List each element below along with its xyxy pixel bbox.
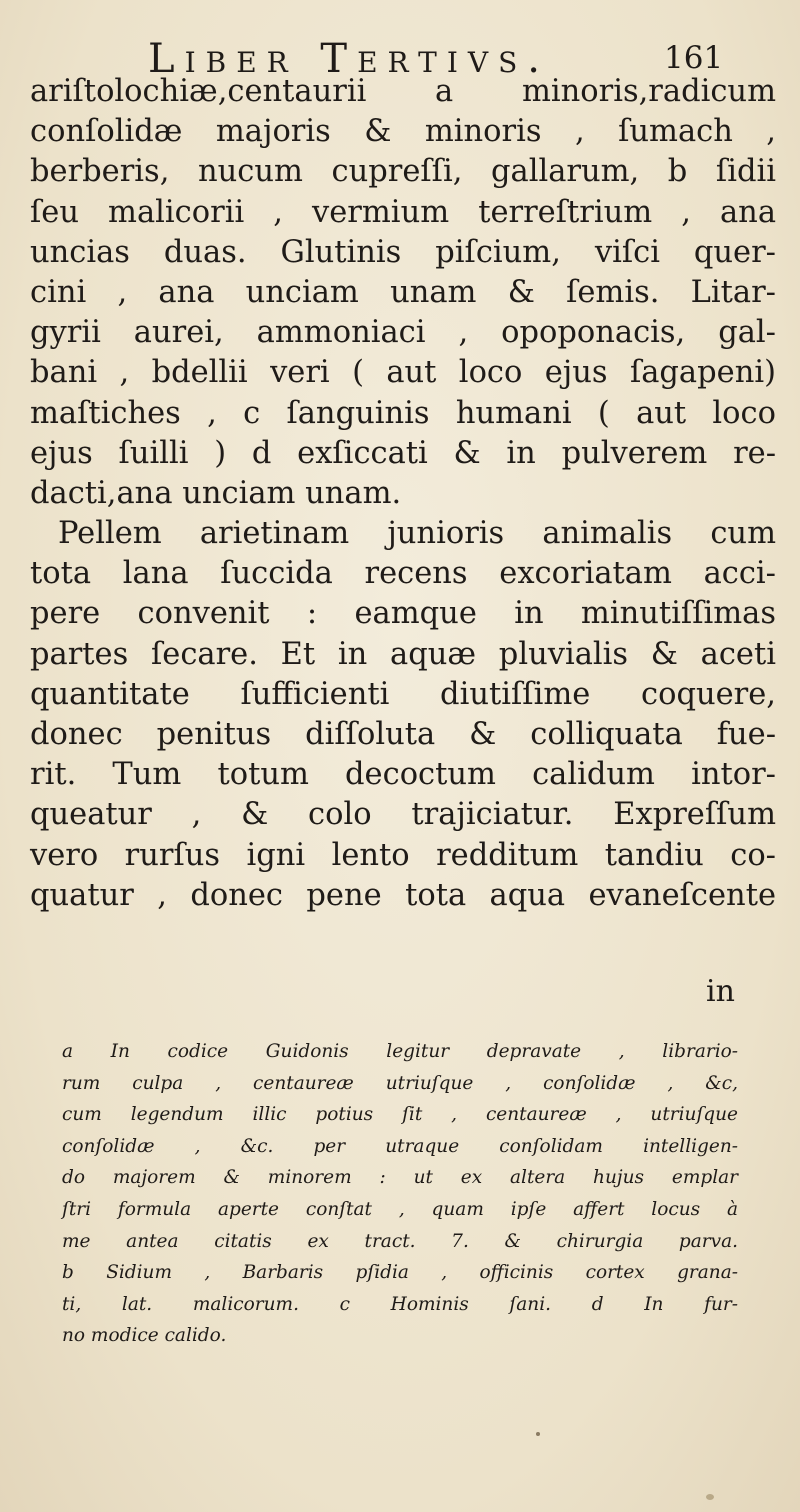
footnote-line: cum legendum illic potius ſit , centaureæ , utriuſque [62,1104,738,1126]
footnote-line: no modice calido. [62,1325,227,1347]
footnote-line: me antea citatis ex tract. 7. & chirurgia parva. [62,1230,738,1252]
footnote-line: rum culpa , centaureæ utriuſque , conſolidæ , &c, [62,1072,738,1094]
text-line: donec penitus diſſoluta & colliquata fue- [30,717,776,752]
text-line: maſtiches , c ſanguinis humani ( aut loco [30,395,776,431]
footnote-line: conſolidæ , &c. per utraque conſolidam intelligen- [62,1135,738,1157]
footnote-line: ti, lat. malicorum. c Hominis ſani. d In fur- [62,1293,738,1315]
text-line: berberis, nucum cupreſſi, gallarum, b ſidii [30,154,776,190]
text-line: bani , bdellii veri ( aut loco ejus ſagapeni) [30,355,776,391]
text-line: quatur , donec pene tota aqua evaneſcente [30,877,776,913]
text-line: partes ſecare. Et in aquæ pluvialis & aceti [30,636,776,672]
catchword: in [706,974,735,1009]
paragraph-start-line: Pellem arietinam junioris animalis cum [58,516,776,552]
text-line: quantitate ſufficienti diutiſſime coquere, [30,676,776,712]
footnotes [62,1036,738,1352]
footnote-line: b Sidium , Barbaris pſidia , officinis cortex grana- [62,1262,738,1284]
text-line: tota lana ſuccida recens excoriatam acci- [30,556,776,592]
text-line: cini , ana unciam unam & ſemis. Litar- [30,274,776,310]
text-line: vero rurſus igni lento redditum tandiu co- [30,837,776,873]
text-line: uncias duas. Glutinis piſcium, viſci quer- [30,234,776,270]
text-line: pere convenit : eamque in minutiſſimas [30,596,776,632]
ink-speck [536,1432,540,1436]
paper-stain [706,1494,714,1500]
text-line: conſolidæ majoris & minoris , ſumach , [30,114,776,150]
text-line: ariſtolochiæ,centaurii a minoris,radicum [30,74,776,109]
footnote-line: ſtri formula aperte conſtat , quam ipſe affert locus à [62,1198,738,1220]
main-text [30,72,776,916]
footnote-line: a In codice Guidonis legitur depravate , librario- [62,1041,738,1062]
running-title: Liber Tertivs. [148,36,550,82]
text-line: ejus ſuilli ) d exſiccati & in pulverem re- [30,435,776,471]
text-line: rit. Tum totum decoctum calidum intor- [30,757,776,793]
text-line: ſeu malicorii , vermium terreſtrium , ana [30,194,776,230]
text-line: dacti,ana unciam unam. [30,475,402,511]
text-line: queatur , & colo trajiciatur. Expreſſum [30,797,776,833]
page-number: 161 [664,40,724,76]
text-line: gyrii aurei, ammoniaci , opoponacis, gal- [30,315,776,351]
footnote-line: do majorem & minorem : ut ex altera hujus emplar [62,1167,738,1189]
